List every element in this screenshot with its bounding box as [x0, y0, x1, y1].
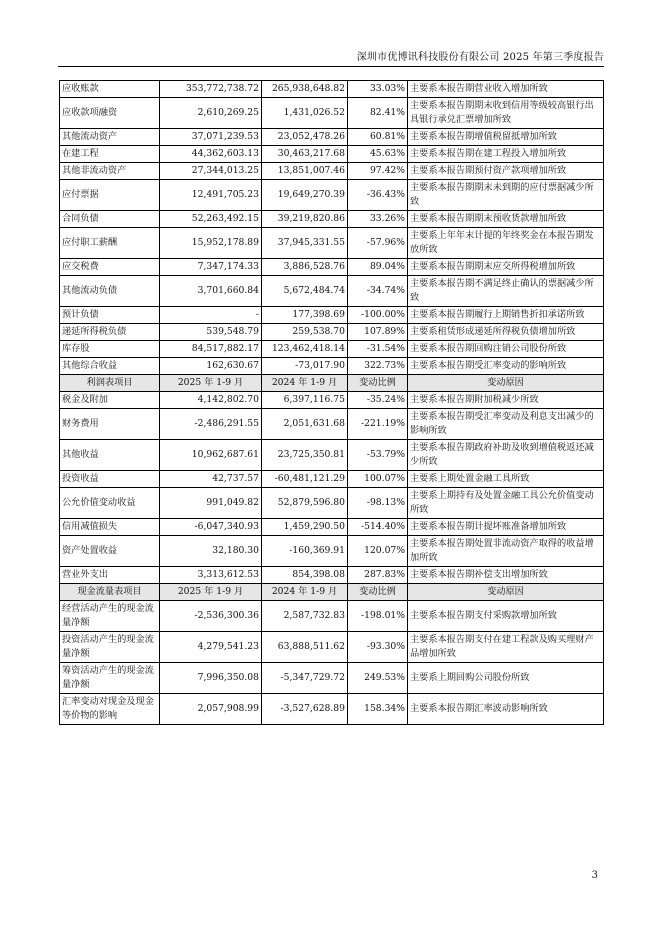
- item-name-cell: 应收账款: [60, 81, 160, 98]
- change-ratio-cell: -198.01%: [348, 601, 408, 632]
- table-row: [60, 471, 604, 488]
- change-reason-cell: 主要系本报告期支付采购款增加所致: [408, 601, 604, 632]
- current-value-cell: 539,548.79: [160, 324, 262, 341]
- previous-value-cell: 19,649,270.39: [262, 180, 348, 211]
- previous-value-cell: -3,527,628.89: [262, 694, 348, 725]
- change-ratio-cell: -57.96%: [348, 228, 408, 259]
- item-name-cell: 投资收益: [60, 471, 160, 488]
- current-value-cell: 2,610,269.25: [160, 98, 262, 129]
- previous-value-cell: 1,431,026.52: [262, 98, 348, 129]
- current-value-cell: 2,057,908.99: [160, 694, 262, 725]
- change-ratio-cell: 322.73%: [348, 358, 408, 375]
- change-ratio-cell: 45.63%: [348, 146, 408, 163]
- previous-value-cell: 5,672,484.74: [262, 276, 348, 307]
- change-ratio-cell: 249.53%: [348, 663, 408, 694]
- header-cell-previous: 2024 年 1-9 月: [262, 584, 348, 601]
- change-reason-cell: 主要系本报告期在建工程投入增加所致: [408, 146, 604, 163]
- change-reason-cell: 主要系本报告期不满足终止确认的票据减少所致: [408, 276, 604, 307]
- table-row: [60, 358, 604, 375]
- current-value-cell: 27,344,013.25: [160, 163, 262, 180]
- change-ratio-cell: -93.30%: [348, 632, 408, 663]
- previous-value-cell: 63,888,511.62: [262, 632, 348, 663]
- table-row: [60, 440, 604, 471]
- current-value-cell: -6,047,340.93: [160, 519, 262, 536]
- change-ratio-cell: 33.26%: [348, 211, 408, 228]
- change-ratio-cell: -53.79%: [348, 440, 408, 471]
- change-ratio-cell: 60.81%: [348, 129, 408, 146]
- table-row: [60, 341, 604, 358]
- table-row: [60, 392, 604, 409]
- page-number: 3: [591, 870, 598, 881]
- current-value-cell: -: [160, 307, 262, 324]
- table-row: [60, 163, 604, 180]
- table-row: [60, 324, 604, 341]
- previous-value-cell: 3,886,528.76: [262, 259, 348, 276]
- profit-header-section: [60, 375, 604, 392]
- table-row: [60, 694, 604, 725]
- table-row: [60, 211, 604, 228]
- item-name-cell: 库存股: [60, 341, 160, 358]
- previous-value-cell: 123,462,418.14: [262, 341, 348, 358]
- table-row: [60, 276, 604, 307]
- previous-value-cell: 39,219,820.86: [262, 211, 348, 228]
- item-name-cell: 信用减值损失: [60, 519, 160, 536]
- current-value-cell: 32,180.30: [160, 536, 262, 567]
- change-reason-cell: 主要系租赁形成递延所得税负债增加所致: [408, 324, 604, 341]
- change-ratio-cell: 120.07%: [348, 536, 408, 567]
- change-reason-cell: 主要系本报告期政府补助及收到增值税返还减少所致: [408, 440, 604, 471]
- item-name-cell: 公允价值变动收益: [60, 488, 160, 519]
- current-value-cell: 3,701,660.84: [160, 276, 262, 307]
- previous-value-cell: 23,725,350.81: [262, 440, 348, 471]
- header-cell-item: 利润表项目: [60, 375, 160, 392]
- change-reason-cell: 主要系本报告期期末未到期的应付票据减少所致: [408, 180, 604, 211]
- change-ratio-cell: -34.74%: [348, 276, 408, 307]
- item-name-cell: 合同负债: [60, 211, 160, 228]
- current-value-cell: 3,313,612.53: [160, 567, 262, 584]
- item-name-cell: 资产处置收益: [60, 536, 160, 567]
- cash-flow-section: [60, 601, 604, 725]
- current-value-cell: -2,486,291.55: [160, 409, 262, 440]
- previous-value-cell: -60,481,121.29: [262, 471, 348, 488]
- previous-value-cell: 259,538.70: [262, 324, 348, 341]
- current-value-cell: 10,962,687.61: [160, 440, 262, 471]
- header-cell-reason: 变动原因: [408, 375, 604, 392]
- item-name-cell: 递延所得税负债: [60, 324, 160, 341]
- current-value-cell: 37,071,239.53: [160, 129, 262, 146]
- item-name-cell: 应收款项融资: [60, 98, 160, 129]
- report-header-title: 深圳市优博讯科技股份有限公司 2025 年第三季度报告: [356, 52, 604, 63]
- header-cell-previous: 2024 年 1-9 月: [262, 375, 348, 392]
- item-name-cell: 财务费用: [60, 409, 160, 440]
- table-row: [60, 663, 604, 694]
- change-ratio-cell: 287.83%: [348, 567, 408, 584]
- item-name-cell: 应付票据: [60, 180, 160, 211]
- previous-value-cell: 23,052,478.26: [262, 129, 348, 146]
- change-ratio-cell: 33.03%: [348, 81, 408, 98]
- item-name-cell: 汇率变动对现金及现金等价物的影响: [60, 694, 160, 725]
- change-ratio-cell: -514.40%: [348, 519, 408, 536]
- current-value-cell: 4,142,802.70: [160, 392, 262, 409]
- table-row: [60, 632, 604, 663]
- table-row: [60, 228, 604, 259]
- previous-value-cell: -160,369.91: [262, 536, 348, 567]
- item-name-cell: 税金及附加: [60, 392, 160, 409]
- table-row: [60, 536, 604, 567]
- item-name-cell: 预计负债: [60, 307, 160, 324]
- previous-value-cell: 6,397,116.75: [262, 392, 348, 409]
- table-row: [60, 259, 604, 276]
- change-reason-cell: 主要系本报告期补偿支出增加所致: [408, 567, 604, 584]
- current-value-cell: 7,347,174.33: [160, 259, 262, 276]
- financial-change-table: [59, 80, 604, 725]
- change-reason-cell: 主要系本报告期期末预收货款增加所致: [408, 211, 604, 228]
- previous-value-cell: -73,017.90: [262, 358, 348, 375]
- change-reason-cell: 主要系本报告期履行上期销售折扣承诺所致: [408, 307, 604, 324]
- previous-value-cell: 13,851,007.46: [262, 163, 348, 180]
- previous-value-cell: 2,587,732.83: [262, 601, 348, 632]
- change-ratio-cell: -36.43%: [348, 180, 408, 211]
- table-row: [60, 146, 604, 163]
- current-value-cell: 84,517,882.17: [160, 341, 262, 358]
- change-ratio-cell: -221.19%: [348, 409, 408, 440]
- change-reason-cell: 主要系本报告期增值税留抵增加所致: [408, 129, 604, 146]
- current-value-cell: 991,049.82: [160, 488, 262, 519]
- previous-value-cell: 52,879,596.80: [262, 488, 348, 519]
- item-name-cell: 应交税费: [60, 259, 160, 276]
- previous-value-cell: 177,398.69: [262, 307, 348, 324]
- cash-header-section: [60, 584, 604, 601]
- current-value-cell: 4,279,541.23: [160, 632, 262, 663]
- previous-value-cell: 2,051,631.68: [262, 409, 348, 440]
- change-ratio-cell: 107.89%: [348, 324, 408, 341]
- profit-table-header-row: [60, 375, 604, 392]
- change-reason-cell: 主要系本报告期处置非流动资产取得的收益增加所致: [408, 536, 604, 567]
- income-statement-section: [60, 392, 604, 584]
- header-cell-reason: 变动原因: [408, 584, 604, 601]
- table-row: [60, 409, 604, 440]
- previous-value-cell: 265,938,648.82: [262, 81, 348, 98]
- change-reason-cell: 主要系本报告期计提坏账准备增加所致: [408, 519, 604, 536]
- change-reason-cell: 主要系本报告期附加税减少所致: [408, 392, 604, 409]
- previous-value-cell: 30,463,217.68: [262, 146, 348, 163]
- current-value-cell: 7,996,350.08: [160, 663, 262, 694]
- current-value-cell: 52,263,492.15: [160, 211, 262, 228]
- change-reason-cell: 主要系本报告期汇率波动影响所致: [408, 694, 604, 725]
- change-ratio-cell: -31.54%: [348, 341, 408, 358]
- current-value-cell: 15,952,178.89: [160, 228, 262, 259]
- change-reason-cell: 主要系本报告期受汇率变动及利息支出减少的影响所致: [408, 409, 604, 440]
- header-divider: [58, 66, 604, 67]
- table-row: [60, 601, 604, 632]
- change-reason-cell: 主要系本报告期期末应交所得税增加所致: [408, 259, 604, 276]
- change-reason-cell: 主要系本报告期支付在建工程款及购买理财产品增加所致: [408, 632, 604, 663]
- item-name-cell: 营业外支出: [60, 567, 160, 584]
- change-ratio-cell: -98.13%: [348, 488, 408, 519]
- header-cell-ratio: 变动比例: [348, 375, 408, 392]
- table-row: [60, 129, 604, 146]
- change-ratio-cell: 100.07%: [348, 471, 408, 488]
- current-value-cell: 12,491,705.23: [160, 180, 262, 211]
- header-cell-current: 2025 年 1-9 月: [160, 375, 262, 392]
- current-value-cell: 353,772,738.72: [160, 81, 262, 98]
- table-row: [60, 180, 604, 211]
- change-reason-cell: 主要系上年年末计提的年终奖金在本报告期发放所致: [408, 228, 604, 259]
- current-value-cell: 42,737.57: [160, 471, 262, 488]
- current-value-cell: 162,630.67: [160, 358, 262, 375]
- change-ratio-cell: 158.34%: [348, 694, 408, 725]
- current-value-cell: 44,362,603.13: [160, 146, 262, 163]
- item-name-cell: 其他非流动资产: [60, 163, 160, 180]
- change-reason-cell: 主要系上期回购公司股份所致: [408, 663, 604, 694]
- item-name-cell: 其他综合收益: [60, 358, 160, 375]
- table-row: [60, 98, 604, 129]
- change-ratio-cell: -35.24%: [348, 392, 408, 409]
- change-reason-cell: 主要系上期持有及处置金融工具公允价值变动所致: [408, 488, 604, 519]
- item-name-cell: 应付职工薪酬: [60, 228, 160, 259]
- item-name-cell: 投资活动产生的现金流量净额: [60, 632, 160, 663]
- item-name-cell: 其他流动负债: [60, 276, 160, 307]
- previous-value-cell: 854,398.08: [262, 567, 348, 584]
- cash-table-header-row: [60, 584, 604, 601]
- table-row: [60, 567, 604, 584]
- item-name-cell: 筹资活动产生的现金流量净额: [60, 663, 160, 694]
- change-ratio-cell: 82.41%: [348, 98, 408, 129]
- change-reason-cell: 主要系本报告期营业收入增加所致: [408, 81, 604, 98]
- table-row: [60, 307, 604, 324]
- table-row: [60, 519, 604, 536]
- change-reason-cell: 主要系本报告期期末收到信用等级较高银行出具银行承兑汇票增加所致: [408, 98, 604, 129]
- table-row: [60, 488, 604, 519]
- item-name-cell: 经营活动产生的现金流量净额: [60, 601, 160, 632]
- change-ratio-cell: -100.00%: [348, 307, 408, 324]
- item-name-cell: 其他流动资产: [60, 129, 160, 146]
- item-name-cell: 其他收益: [60, 440, 160, 471]
- previous-value-cell: -5,347,729.72: [262, 663, 348, 694]
- change-reason-cell: 主要系本报告期受汇率变动的影响所致: [408, 358, 604, 375]
- change-reason-cell: 主要系本报告期预付资产款项增加所致: [408, 163, 604, 180]
- item-name-cell: 在建工程: [60, 146, 160, 163]
- current-value-cell: -2,536,300.36: [160, 601, 262, 632]
- change-ratio-cell: 89.04%: [348, 259, 408, 276]
- header-cell-item: 现金流量表项目: [60, 584, 160, 601]
- header-cell-ratio: 变动比例: [348, 584, 408, 601]
- previous-value-cell: 1,459,290.50: [262, 519, 348, 536]
- change-ratio-cell: 97.42%: [348, 163, 408, 180]
- balance-sheet-section: [60, 81, 604, 375]
- table-row: [60, 81, 604, 98]
- change-reason-cell: 主要系本报告期回购注销公司股份所致: [408, 341, 604, 358]
- previous-value-cell: 37,945,331.55: [262, 228, 348, 259]
- change-reason-cell: 主要系上期处置金融工具所致: [408, 471, 604, 488]
- header-cell-current: 2025 年 1-9 月: [160, 584, 262, 601]
